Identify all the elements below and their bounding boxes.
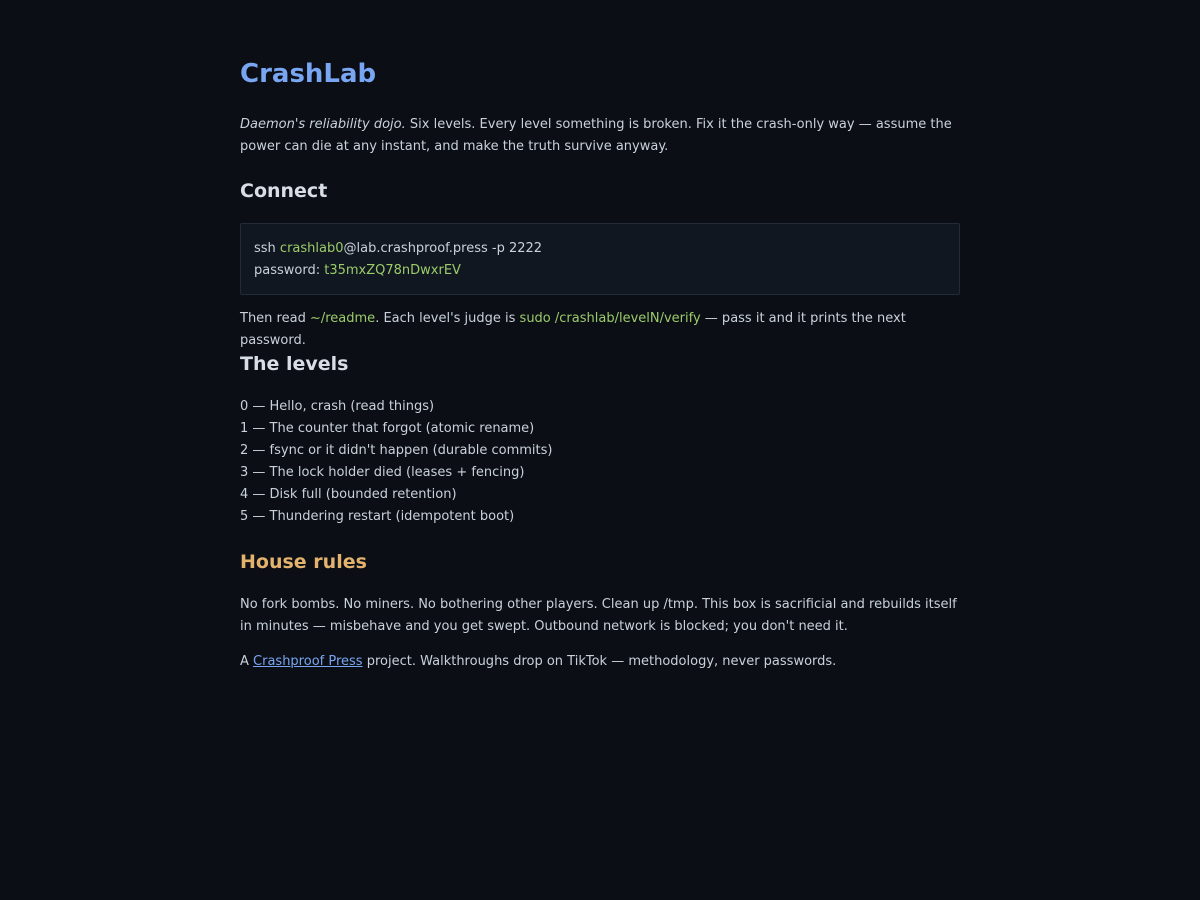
then-text-2: . Each level's judge is — [375, 311, 520, 326]
level-item: 3 — The lock holder died (leases + fencing) — [240, 465, 525, 480]
level-item: 1 — The counter that forgot (atomic rename) — [240, 421, 535, 436]
footer-paragraph — [240, 651, 960, 673]
levels-list — [240, 396, 552, 528]
ssh-command-line — [254, 238, 542, 260]
verify-command: sudo /crashlab/levelN/verify — [519, 311, 701, 326]
password-line — [254, 260, 461, 282]
level-item: 0 — Hello, crash (read things) — [240, 399, 435, 414]
intro-paragraph — [240, 114, 960, 158]
then-text-3: — pass it and it prints the next password. — [240, 311, 906, 348]
footer-suffix: project. Walkthroughs drop on TikTok — methodology, never passwords. — [362, 654, 837, 669]
level-item: 4 — Disk full (bounded retention) — [240, 487, 457, 502]
level-item: 2 — fsync or it didn't happen (durable commits) — [240, 443, 553, 458]
readme-path: ~/readme — [309, 311, 376, 326]
connect-code-block — [240, 223, 960, 295]
levels-heading: The levels — [240, 353, 349, 375]
house-rules-heading: House rules — [240, 551, 367, 573]
intro-emphasis: Daemon's reliability dojo. — [240, 117, 406, 132]
ssh-prefix: ssh — [254, 241, 280, 256]
page-title: CrashLab — [240, 59, 377, 89]
intro-text: Six levels. Every level something is broken. Fix it the crash-only way — assume the power can die at any instant, and make the truth survive anyway. — [240, 117, 952, 154]
footer-prefix: A — [240, 654, 254, 669]
house-rules-text: No fork bombs. No miners. No bothering other players. Clean up /tmp. This box is sacrificial and rebuilds itself in minutes — misbehave and you get swept. Outbound network is blocked; you don't need it. — [240, 597, 957, 634]
connect-heading: Connect — [240, 180, 328, 202]
then-read-paragraph — [240, 308, 960, 352]
then-text-1: Then read — [240, 311, 310, 326]
crashproof-press-link[interactable]: Crashproof Press — [253, 654, 363, 669]
password-label: password: — [254, 263, 325, 278]
ssh-host: @lab.crashproof.press -p 2222 — [343, 241, 543, 256]
level-item: 5 — Thundering restart (idempotent boot) — [240, 509, 515, 524]
password-value: t35mxZQ78nDwxrEV — [324, 263, 461, 278]
ssh-user: crashlab0 — [279, 241, 344, 256]
